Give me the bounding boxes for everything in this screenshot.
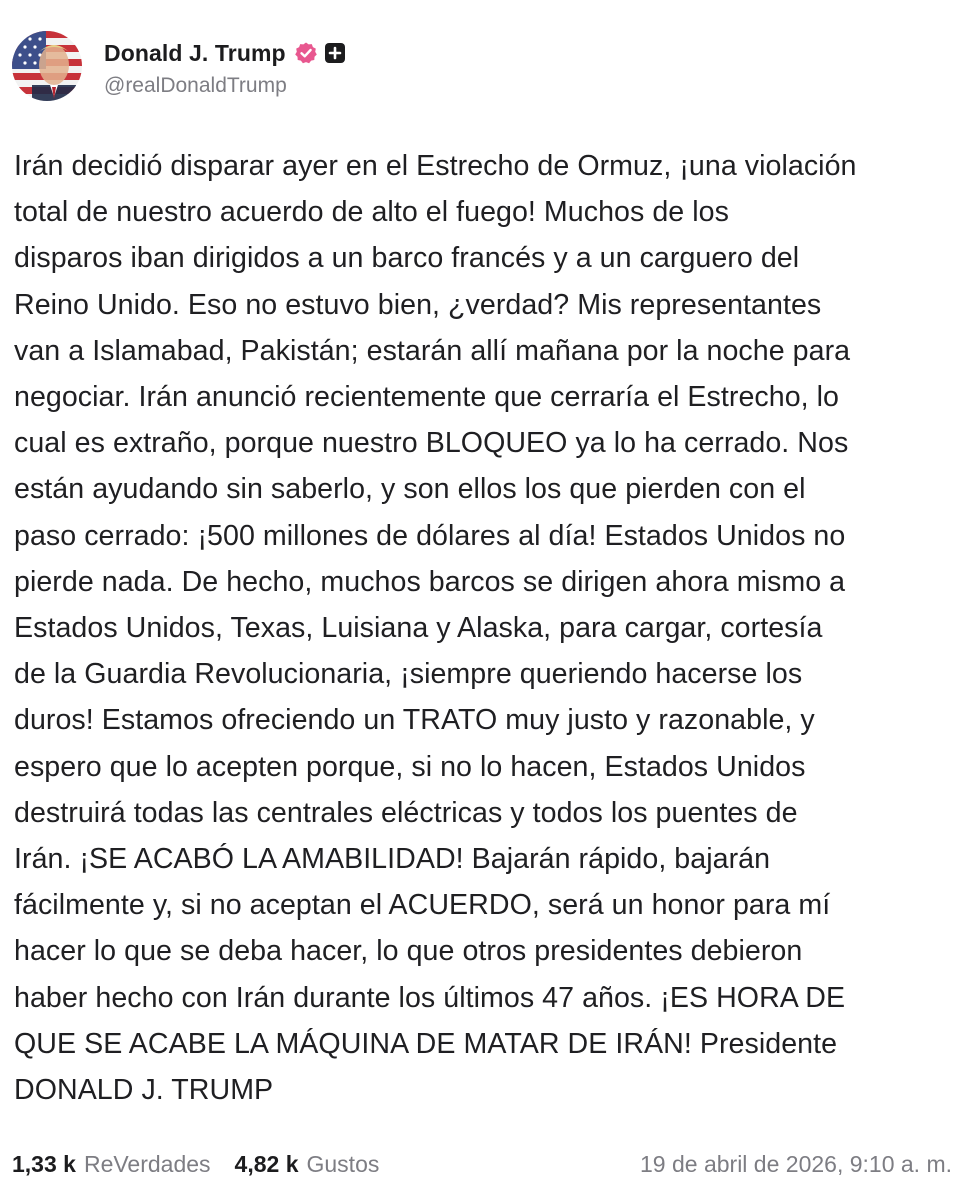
author-identity xyxy=(104,34,346,98)
likes-stat[interactable] xyxy=(235,1151,380,1178)
avatar[interactable] xyxy=(12,31,82,101)
likes-count: 4,82 k xyxy=(234,1150,299,1177)
reposts-label: ReVerdades xyxy=(83,1150,211,1177)
plus-square-icon[interactable] xyxy=(324,42,346,64)
post-body-text: Irán decidió disparar ayer en el Estrecho de Ormuz, ¡una violación total de nuestro acuerdo de alto el fuego! Muchos de los disparos iban dirigidos a un barco francés y a un carguero del Reino Unido. Eso no estuvo bien, ¿verdad? Mis representantes van a Islamabad, Pakistán; estarán allí mañana por la noche para negociar. Irán anunció recientemente que cerraría el Estrecho, lo cual es extraño, porque nuestro BLOQUEO ya lo ha cerrado. Nos están ayudando sin saberlo, y son ellos los que pierden con el paso cerrado: ¡500 millones de dólares al día! Estados Unidos no pierde nada. De hecho, muchos barcos se dirigen ahora mismo a Estados Unidos, Texas, Luisiana y Alaska, para cargar, cortesía de la Guardia Revolucionaria, ¡siempre queriendo hacerse los duros! Estamos ofreciendo un TRATO muy justo y razonable, y espero que lo acepten porque, si no lo hacen, Estados Unidos destruirá todas las centrales eléctricas y todos los puentes de Irán. ¡SE ACABÓ LA AMABILIDAD! Bajarán rápido, bajarán fácilmente y, si no aceptan el ACUERDO, será un honor para mí hacer lo que se deba hacer, lo que otros presidentes debieron haber hecho con Irán durante los últimos 47 años. ¡ES HORA DE QUE SE ACABE LA MÁQUINA DE MATAR DE IRÁN! Presidente DONALD J. TRUMP xyxy=(14,150,857,1107)
avatar-flag-portrait-icon xyxy=(12,31,82,101)
likes-label: Gustos xyxy=(306,1150,380,1177)
reposts-count: 1,33 k xyxy=(12,1150,76,1177)
display-name[interactable]: Donald J. Trump xyxy=(104,39,286,66)
reposts-stat[interactable] xyxy=(12,1151,211,1178)
verified-badge-icon xyxy=(294,41,318,65)
post-timestamp[interactable]: 19 de abril de 2026, 9:10 a. m. xyxy=(640,1150,952,1177)
post-footer xyxy=(12,1144,952,1184)
post-header xyxy=(12,28,346,104)
name-row xyxy=(104,34,346,72)
author-handle[interactable]: @realDonaldTrump xyxy=(104,74,287,97)
